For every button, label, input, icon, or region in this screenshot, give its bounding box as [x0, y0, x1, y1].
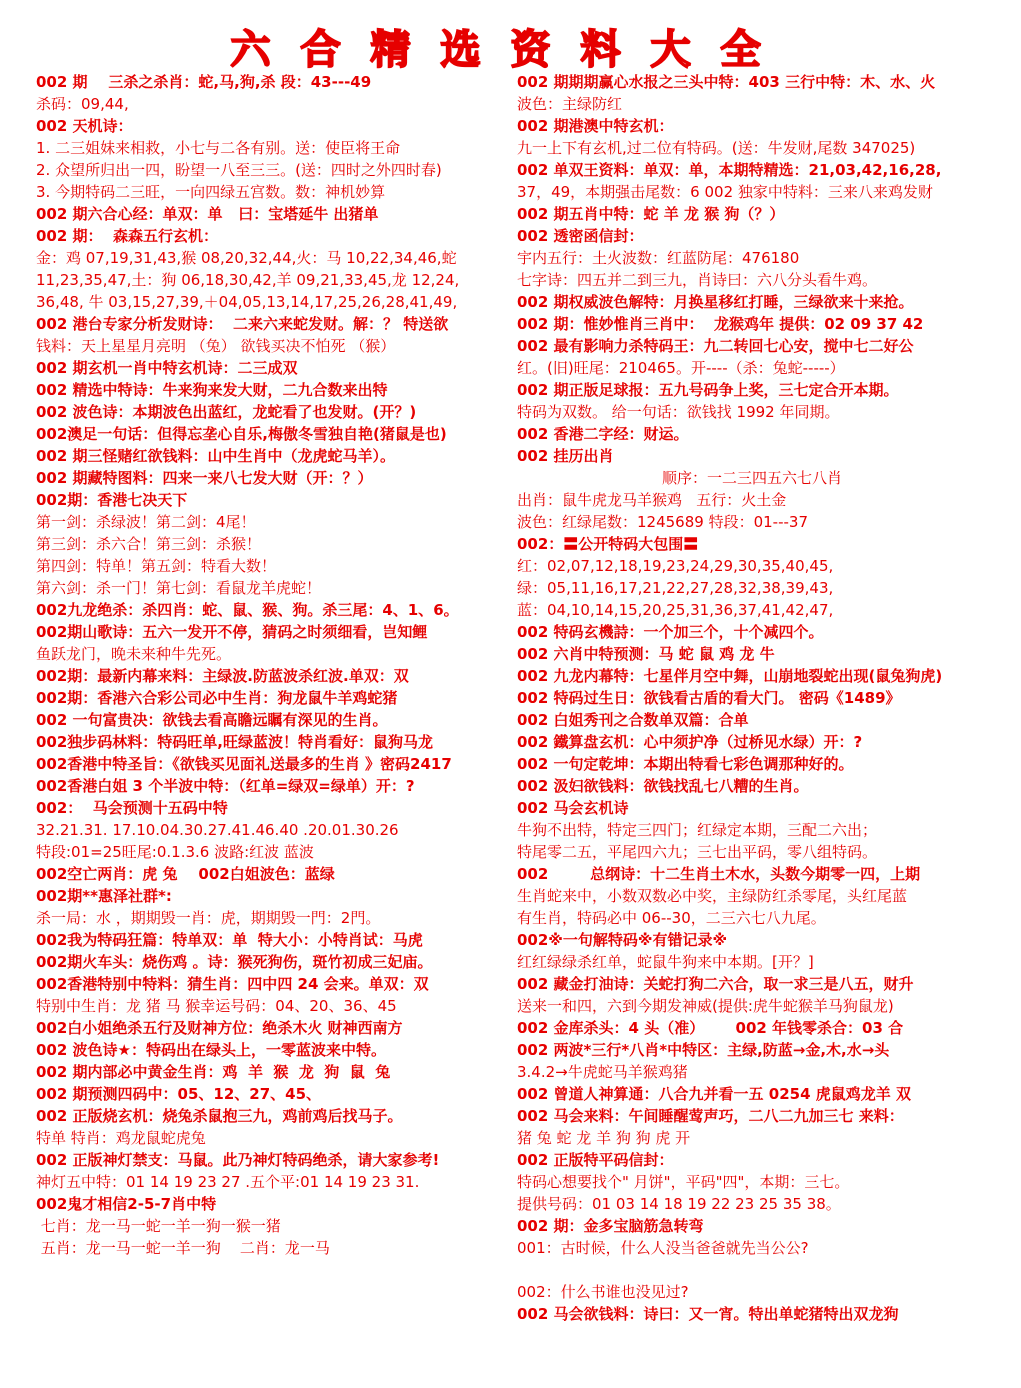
- text-line: 002 期藏特图料：四来一来八七发大财（开：？）: [36, 469, 373, 487]
- text-line: 猪 兔 蛇 龙 羊 狗 狗 虎 开: [517, 1129, 691, 1147]
- text-line: 特段:01=25旺尾:0.1.3.6 波路:红波 蓝波: [36, 843, 314, 861]
- text-line: 特别中生肖：龙 猪 马 猴幸运号码：04、20、36、45: [36, 997, 397, 1015]
- text-line: 002 最有影响力杀特码王：九二转回七心安，搅中七二好公: [517, 337, 914, 355]
- text-line: 红：02,07,12,18,19,23,24,29,30,35,40,45,: [517, 557, 834, 575]
- text-line: 特码为双数。 给一句话：欲钱找 1992 年同期。: [517, 403, 840, 421]
- text-line: 绿：05,11,16,17,21,22,27,28,32,38,39,43,: [517, 579, 834, 597]
- text-line: 波色：红绿尾数：1245689 特段：01---37: [517, 513, 808, 531]
- text-line: 002 期 三杀之杀肖：蛇,马,狗,杀 段：43---49: [36, 73, 372, 91]
- text-line: 002 期港澳中特玄机：: [517, 117, 674, 135]
- text-line: 002 期期期赢心水报之三头中特：403 三行中特：木、水、火: [517, 73, 936, 91]
- text-line: 送来一和四，六到今期发神威(提供:虎牛蛇猴羊马狗鼠龙): [517, 997, 894, 1015]
- text-line: 002期**惠泽社群*:: [36, 887, 172, 905]
- text-line: 钱料：天上星星月亮明 （兔） 欲钱买决不怕死 （猴）: [36, 337, 396, 355]
- text-line: 002：什么书谁也没见过?: [517, 1283, 689, 1301]
- text-line: 1. 二三姐妹来相救，小七与二各有别。送：使臣将王命: [36, 139, 401, 157]
- text-line: 002 白姐秀刊之合数单双篇：合单: [517, 711, 749, 729]
- text-line: 002 期玄机一肖中特玄机诗：二三成双: [36, 359, 298, 377]
- text-line: 002 正版特平码信封：: [517, 1151, 674, 1169]
- text-line: 002白小姐绝杀五行及财神方位：绝杀木火 财神西南方: [36, 1019, 403, 1037]
- text-line: 36,48, 牛 03,15,27,39,＋04,05,13,14,17,25,26,28,41,49,: [36, 293, 458, 311]
- text-line: 第四剑：特单！第五剑：特看大数！: [36, 557, 277, 575]
- text-line: 002 金库杀头：4 头（准） 002 年钱零杀合：03 合: [517, 1019, 904, 1037]
- text-line: 002独步码林料：特码旺单,旺绿蓝波！特肖看好：鼠狗马龙: [36, 733, 434, 751]
- text-line: 002九龙绝杀：杀四肖：蛇、鼠、猴、狗。杀三尾：4、1、6。: [36, 601, 459, 619]
- text-line: 002 精选中特诗：牛来狗来发大财，二九合数来出特: [36, 381, 388, 399]
- text-line: 002 马会欲钱料：诗曰：又一宵。特出单蛇猪特出双龙狗: [517, 1305, 899, 1323]
- text-line: 红。(旧)旺尾：210465。开----（杀：兔蛇-----）: [517, 359, 845, 377]
- text-line: 002 两波*三行*八肖*中特区：主绿,防蓝→金,木,水→头: [517, 1041, 890, 1059]
- text-line: 002 挂历出肖: [517, 447, 614, 465]
- text-line: 002期火车头：烧伤鸡 。诗：猴死狗伤，斑竹初成三妃庙。: [36, 953, 433, 971]
- text-line: 001：古时候，什么人没当爸爸就先当公公?: [517, 1239, 809, 1257]
- text-line: 鱼跃龙门，晚未来种牛先死。: [36, 645, 232, 663]
- text-line: 宇内五行：土火波数：红蓝防尾：476180: [517, 249, 800, 267]
- text-line: 002 天机诗：: [36, 117, 133, 135]
- text-line: 002我为特码狂篇：特单双：单 特大小：小特肖试：马虎: [36, 931, 423, 949]
- text-line: 002 期五肖中特：蛇 羊 龙 猴 狗（？）: [517, 205, 785, 223]
- text-line: 波色：主绿防红: [517, 95, 623, 113]
- text-line: 002香港白姐 3 个半波中特：（红单=绿双=绿单）开：?: [36, 777, 415, 795]
- text-line: 提供号码：01 03 14 18 19 22 23 25 35 38。: [517, 1195, 841, 1213]
- text-line: 002：〓公开特码大包围〓: [517, 535, 699, 553]
- text-line: 002 期预测四码中：05、12、27、45、: [36, 1085, 322, 1103]
- left-column: [36, 72, 506, 1260]
- text-line: 第三剑：杀六合！第三剑：杀猴！: [36, 535, 262, 553]
- text-line: 002 港台专家分析发财诗： 二来六来蛇发财。解：？ 特送欲: [36, 315, 449, 333]
- text-line: 002期：最新内幕来料：主绿波.防蓝波杀红波.单双：双: [36, 667, 409, 685]
- text-line: 002 期内部必中黄金生肖：鸡 羊 猴 龙 狗 鼠 兔: [36, 1063, 391, 1081]
- text-line: 3. 今期特码二三旺，一向四绿五宫数。数：神机妙算: [36, 183, 386, 201]
- text-line: 002 鐵算盘玄机：心中须护净（过桥见水绿）开：?: [517, 733, 863, 751]
- right-column: [517, 72, 987, 1326]
- text-line: [517, 1260, 987, 1282]
- text-line: 002 总纲诗：十二生肖土木水，头数今期零一四，上期: [517, 865, 921, 883]
- text-line: 002： 马会预测十五码中特: [36, 799, 228, 817]
- text-line: 五肖：龙一马一蛇一羊一狗 二肖：龙一马: [36, 1239, 330, 1257]
- text-line: 第六剑：杀一门！第七剑：看鼠龙羊虎蛇！: [36, 579, 322, 597]
- text-line: 37，49，本期强击尾数：6 002 独家中特料：三来八来鸡发财: [517, 183, 933, 201]
- text-line: 002 期： 森森五行玄机：: [36, 227, 218, 245]
- text-line: 32.21.31. 17.10.04.30.27.41.46.40 .20.01.30.26: [36, 821, 399, 839]
- text-line: 002香港中特圣旨：《欲钱买见面礼送最多的生肖 》密码2417: [36, 755, 452, 773]
- text-line: 002澳足一句话：但得忘垄心自乐,梅傲冬雪独自艳(猪鼠是也): [36, 425, 447, 443]
- text-line: 002香港特别中特料：猜生肖：四中四 24 会来。单双：双: [36, 975, 429, 993]
- text-line: 002 期：惟妙惟肖三肖中： 龙猴鸡年 提供：02 09 37 42: [517, 315, 924, 333]
- text-line: 特单 特肖：鸡龙鼠蛇虎兔: [36, 1129, 206, 1147]
- text-line: 002鬼才相信2-5-7肖中特: [36, 1195, 217, 1213]
- text-line: 002 曾道人神算通：八合九并看一五 0254 虎鼠鸡龙羊 双: [517, 1085, 911, 1103]
- text-line: 生肖蛇来中，小数双数必中奖，主绿防红杀零尾，头红尾蓝: [517, 887, 908, 905]
- text-line: 002 正版烧玄机：烧兔杀鼠抱三九，鸡前鸡后找马子。: [36, 1107, 403, 1125]
- text-line: 红红绿绿杀红单，蛇鼠牛狗来中本期。[开？]: [517, 953, 814, 971]
- text-line: 九一上下有玄机,过二位有特码。(送：牛发财,尾数 347025): [517, 139, 916, 157]
- page-title: 六合精选资料大全: [230, 26, 791, 73]
- text-line: 神灯五中特：01 14 19 23 27 .五个平:01 14 19 23 31.: [36, 1173, 420, 1191]
- text-line: 特码心想要找个" 月饼"，平码"四"，本期：三七。: [517, 1173, 850, 1191]
- text-line: 002 期：金多宝脑筋急转弯: [517, 1217, 704, 1235]
- text-line: 002期山歌诗：五六一发开不停，猜码之时须细看，岂知鲤: [36, 623, 428, 641]
- text-line: 002 六肖中特预测：马 蛇 鼠 鸡 龙 牛: [517, 645, 775, 663]
- text-line: 002期：香港六合彩公司必中生肖：狗龙鼠牛羊鸡蛇猪: [36, 689, 398, 707]
- text-line: 特尾零二五，平尾四六九；三七出平码，零八组特码。: [517, 843, 878, 861]
- text-line: 002 正版神灯禁支：马鼠。此乃神灯特码绝杀，请大家参考!: [36, 1151, 440, 1169]
- text-line: 11,23,35,47,土：狗 06,18,30,42,羊 09,21,33,45,龙 12,24,: [36, 271, 460, 289]
- text-line: 002 期权威波色解特：月换星移红打睡，三绿欲来十来抢。: [517, 293, 914, 311]
- text-line: 002 汲妇欲钱料：欲钱找乱七八糟的生肖。: [517, 777, 809, 795]
- text-line: 002 期六合心经：单双：单 曰：宝塔延牛 出猪单: [36, 205, 379, 223]
- text-line: 002 期三怪赌红欲钱料：山中生肖中（龙虎蛇马羊）。: [36, 447, 396, 465]
- text-line: 002 藏金打油诗：关蛇打狗二六合，取一求三是八五，财升: [517, 975, 914, 993]
- text-line: 出肖：鼠牛虎龙马羊猴鸡 五行：火土金: [517, 491, 787, 509]
- text-line: 金：鸡 07,19,31,43,猴 08,20,32,44,火：马 10,22,34,46,蛇: [36, 249, 457, 267]
- text-line: 002 单双王资料：单双：单，本期特精选：21,03,42,16,28,: [517, 161, 942, 179]
- text-line: 002 马会玄机诗: [517, 799, 629, 817]
- text-line: 002期：香港七决天下: [36, 491, 188, 509]
- text-line: 002 期正版足球报：五九号码争上奖，三七定合开本期。: [517, 381, 899, 399]
- text-line: 002 特码玄機詩：一个加三个，十个减四个。: [517, 623, 824, 641]
- text-line: 002 一句定乾坤：本期出特看七彩色调那种好的。: [517, 755, 854, 773]
- text-line: 2. 众望所归出一四，盼望一八至三三。(送：四时之外四时春): [36, 161, 442, 179]
- text-line: 七字诗：四五并二到三九，肖诗曰：六八分头看牛鸡。: [517, 271, 878, 289]
- text-line: 002 一句富贵决：欲钱去看高瞻远瞩有深见的生肖。: [36, 711, 388, 729]
- text-line: 蓝：04,10,14,15,20,25,31,36,37,41,42,47,: [517, 601, 834, 619]
- text-line: 002 马会来料：午间睡醒莺声巧，二八二九加三七 来料：: [517, 1107, 904, 1125]
- text-line: 002※一句解特码※有错记录※: [517, 931, 728, 949]
- text-line: 顺序：一二三四五六七八肖: [661, 469, 842, 487]
- text-line: 3.4.2→牛虎蛇马羊猴鸡猪: [517, 1063, 688, 1081]
- text-line: 杀一局：水 ，期期毁一肖：虎，期期毁一門：2門。: [36, 909, 381, 927]
- text-line: 002空亡两肖：虎 兔 002白姐波色：蓝绿: [36, 865, 335, 883]
- text-line: 七肖：龙一马一蛇一羊一狗一猴一猪: [36, 1217, 281, 1235]
- text-line: 002 波色诗：本期波色出蓝红，龙蛇看了也发财。(开？): [36, 403, 417, 421]
- text-line: 第一剑：杀绿波！第二剑：4尾！: [36, 513, 256, 531]
- text-line: 杀码：09,44,: [36, 95, 129, 113]
- text-line: 牛狗不出特，特定三四门；红绿定本期，三配二六出；: [517, 821, 878, 839]
- text-line: 002 特码过生日：欲钱看古盾的看大门。 密码《1489》: [517, 689, 901, 707]
- text-line: 002 波色诗★：特码出在绿头上，一零蓝波来中特。: [36, 1041, 386, 1059]
- text-line: 002 香港二字经：财运。: [517, 425, 689, 443]
- text-line: 002 九龙内幕特：七星伴月空中舞，山崩地裂蛇出现(鼠兔狗虎): [517, 667, 943, 685]
- text-line: 002 透密函信封：: [517, 227, 644, 245]
- text-line: 有生肖，特码必中 06--30，二三六七八九尾。: [517, 909, 826, 927]
